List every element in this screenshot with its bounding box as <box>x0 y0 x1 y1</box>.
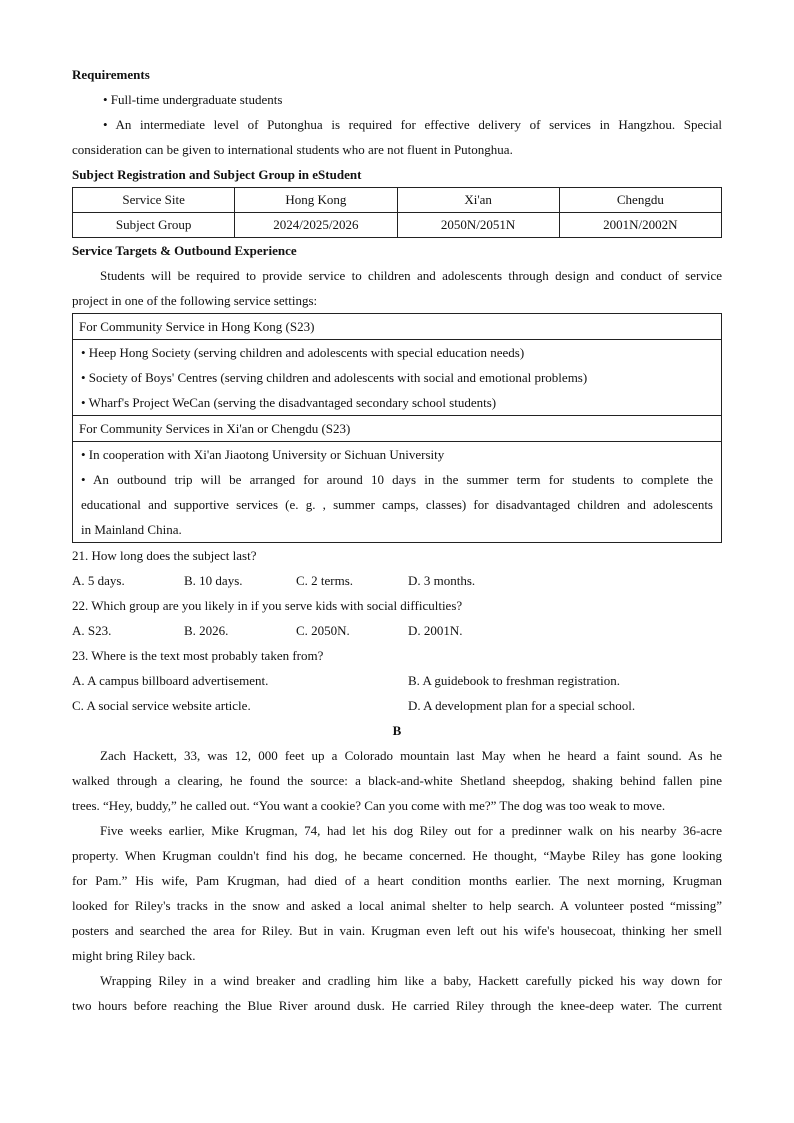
targets-heading: Service Targets & Outbound Experience <box>72 243 297 258</box>
requirement-bullet-1: • Full-time undergraduate students <box>103 92 283 107</box>
question-21-options <box>72 568 722 593</box>
question-21: 21. How long does the subject last? <box>72 548 257 563</box>
option: C. A social service website article. <box>72 698 251 713</box>
table-row <box>73 213 722 238</box>
targets-paragraph-line: Students will be required to provide service to children and adolescents through design and conduct of service <box>100 268 722 283</box>
requirement-bullet-2-cont: consideration can be given to international students who are not fluent in Putonghua. <box>72 142 513 157</box>
option: C. 2 terms. <box>296 573 354 588</box>
hk-item: • Wharf's Project WeCan (serving the disadvantaged secondary school students) <box>73 390 721 416</box>
option: B. A guidebook to freshman registration. <box>408 673 620 688</box>
requirement-bullet-2: • An intermediate level of Putonghua is required for effective delivery of services in Hangzhou. Special <box>103 117 722 132</box>
table-cell: Subject Group <box>73 213 235 238</box>
question-22: 22. Which group are you likely in if you serve kids with social difficulties? <box>72 598 463 613</box>
paragraph-line: looked for Riley's tracks in the snow and asked a local animal shelter to help search. A volunteer posted “missing” <box>72 898 722 913</box>
option: B. 2026. <box>184 623 229 638</box>
paragraph-line: Zach Hackett, 33, was 12, 000 feet up a Colorado mountain last May when he heard a faint sound. As he <box>100 748 722 763</box>
registration-heading: Subject Registration and Subject Group in eStudent <box>72 167 362 182</box>
paragraph-line: might bring Riley back. <box>72 948 196 963</box>
paragraph-line: for Pam.” His wife, Pam Krugman, had died of a heart condition months earlier. The next morning, Krugman <box>72 873 722 888</box>
option: D. A development plan for a special school. <box>408 698 636 713</box>
option: A. A campus billboard advertisement. <box>72 673 269 688</box>
section-b-label: B <box>392 723 402 738</box>
option: A. 5 days. <box>72 573 125 588</box>
question-23-options-row2 <box>72 693 722 718</box>
table-cell: Chengdu <box>559 188 721 213</box>
service-settings-box <box>72 313 722 543</box>
question-22-options <box>72 618 722 643</box>
paragraph-line: Five weeks earlier, Mike Krugman, 74, had let his dog Riley out for a predinner walk on his nearby 36-acre <box>100 823 722 838</box>
xc-item: • In cooperation with Xi'an Jiaotong University or Sichuan University <box>81 447 445 462</box>
table-cell: Hong Kong <box>235 188 397 213</box>
table-cell: 2050N/2051N <box>397 213 559 238</box>
option: A. S23. <box>72 623 112 638</box>
paragraph-line: property. When Krugman couldn't find his dog, he became concerned. He thought, “Maybe Riley has gone looking <box>72 848 722 863</box>
paragraph-line: two hours before reaching the Blue River around dusk. He carried Riley through the knee-deep water. The current <box>72 998 722 1013</box>
hk-header: For Community Service in Hong Kong (S23) <box>73 314 721 340</box>
subject-group-table <box>72 187 722 238</box>
table-cell: 2001N/2002N <box>559 213 721 238</box>
xc-header: For Community Services in Xi'an or Chengdu (S23) <box>73 416 721 442</box>
table-row <box>73 188 722 213</box>
option: D. 3 months. <box>408 573 476 588</box>
targets-paragraph-line: project in one of the following service settings: <box>72 293 318 308</box>
option: B. 10 days. <box>184 573 243 588</box>
document-page <box>72 62 722 1018</box>
option: D. 2001N. <box>408 623 463 638</box>
question-23-options-row1 <box>72 668 722 693</box>
paragraph-line: Wrapping Riley in a wind breaker and cradling him like a baby, Hackett carefully picked his way down for <box>100 973 722 988</box>
option: C. 2050N. <box>296 623 350 638</box>
table-cell: Service Site <box>73 188 235 213</box>
table-cell: 2024/2025/2026 <box>235 213 397 238</box>
requirements-heading: Requirements <box>72 67 150 82</box>
hk-item: • Society of Boys' Centres (serving children and adolescents with social and emotional problems) <box>81 370 588 385</box>
hk-item: • Heep Hong Society (serving children and adolescents with special education needs) <box>81 345 525 360</box>
xc-item: in Mainland China. <box>81 522 182 537</box>
table-cell: Xi'an <box>397 188 559 213</box>
xc-item: • An outbound trip will be arranged for around 10 days in the summer term for students to complete the <box>81 472 713 487</box>
paragraph-line: posters and searched the area for Riley. But in vain. Krugman even left out his wife's housecoat, thinking her smell <box>72 923 722 938</box>
xc-item: educational and supportive services (e. g. , summer camps, classes) for disadvantaged children and adolescents <box>81 497 713 512</box>
paragraph-line: trees. “Hey, buddy,” he called out. “You want a cookie? Can you come with me?” The dog was too weak to move. <box>72 798 666 813</box>
paragraph-line: walked through a clearing, he found the source: a black-and-white Shetland sheepdog, shaking behind fallen pine <box>72 773 722 788</box>
question-23: 23. Where is the text most probably taken from? <box>72 648 324 663</box>
